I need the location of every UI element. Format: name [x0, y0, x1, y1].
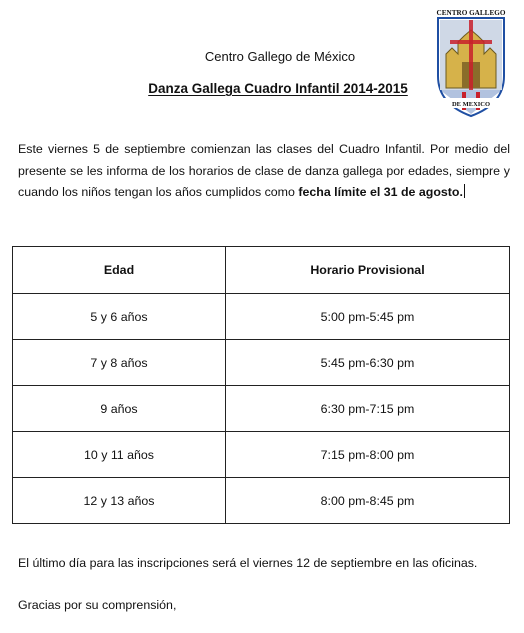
table-row: [13, 294, 510, 340]
document-title-text: Danza Gallega Cuadro Infantil 2014-2015: [148, 81, 408, 96]
crest-bottom-text: DE MEXICO: [451, 101, 491, 108]
age-cell: 10 y 11 años: [13, 432, 226, 478]
header-age: Edad: [13, 247, 226, 294]
age-cell: 5 y 6 años: [13, 294, 226, 340]
schedule-table: [12, 246, 510, 524]
organization-name: Centro Gallego de México: [204, 49, 356, 64]
time-cell: 8:00 pm-8:45 pm: [226, 478, 510, 524]
table-row: [13, 478, 510, 524]
registration-deadline-note: El último día para las inscripciones será el viernes 12 de septiembre en las oficinas.: [18, 556, 478, 570]
table-row: [13, 386, 510, 432]
time-cell: 5:45 pm-6:30 pm: [226, 340, 510, 386]
time-cell: 6:30 pm-7:15 pm: [226, 386, 510, 432]
header-schedule: Horario Provisional: [226, 247, 510, 294]
table-row: [13, 340, 510, 386]
thanks-line: Gracias por su comprensión,: [18, 598, 177, 612]
table-header-row: [13, 247, 510, 294]
table-row: [13, 432, 510, 478]
crest-top-text: CENTRO GALLEGO: [436, 9, 506, 17]
age-cell: 12 y 13 años: [13, 478, 226, 524]
age-cell: 9 años: [13, 386, 226, 432]
centro-gallego-crest-logo: [432, 4, 510, 120]
time-cell: 7:15 pm-8:00 pm: [226, 432, 510, 478]
deadline-highlight: fecha límite el 31 de agosto.: [298, 185, 463, 199]
time-cell: 5:00 pm-5:45 pm: [226, 294, 510, 340]
age-cell: 7 y 8 años: [13, 340, 226, 386]
intro-text: Este viernes 5 de septiembre comienzan las clases del Cuadro Infantil. Por medio del presente se les informa de los horarios de clase de danza gallega por edades, siempre y cuando los niños tengan los años cumplidos como: [18, 142, 510, 199]
intro-paragraph: [18, 139, 510, 204]
text-cursor: [464, 184, 465, 198]
